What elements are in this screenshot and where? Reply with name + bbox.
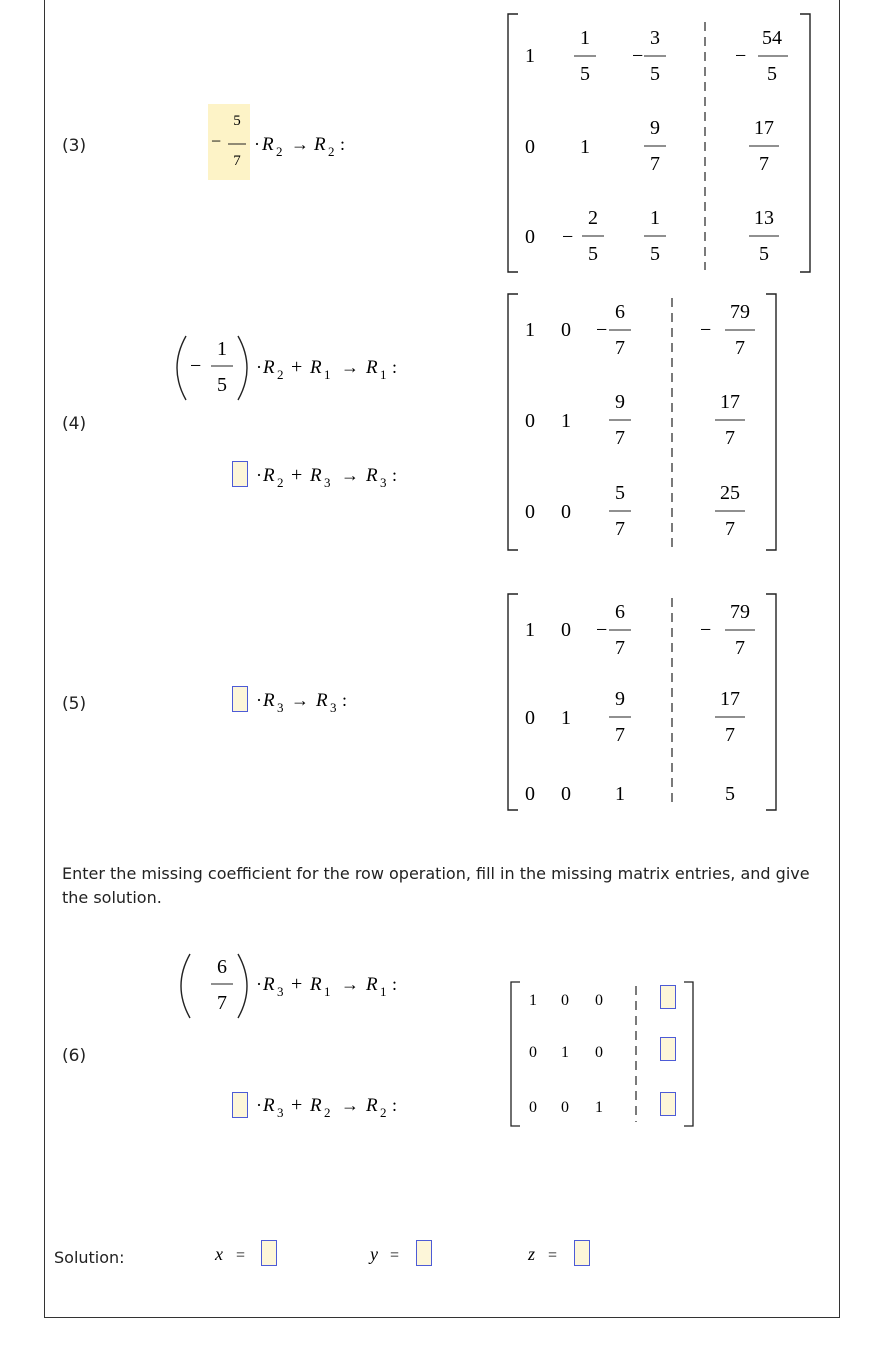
coef-numerator: 5: [233, 113, 241, 129]
entry-den: 7: [725, 724, 735, 746]
entry-den: 5: [580, 63, 590, 85]
entry: 1: [529, 992, 537, 1009]
entry: 1: [561, 410, 571, 432]
subscript: 1: [324, 367, 331, 382]
entry-num: 3: [650, 27, 660, 49]
instructions-text: Enter the missing coefficient for the row operation, fill in the missing matrix entries, and give the solution.: [62, 864, 810, 907]
r-symbol: R: [263, 465, 275, 486]
r-symbol: R: [366, 974, 378, 995]
entry: 0: [525, 783, 535, 805]
subscript: 3: [380, 475, 387, 490]
entry-den: 7: [615, 724, 625, 746]
arrow: →: [291, 690, 309, 710]
entry-den: 7: [725, 427, 735, 449]
entry-den: 5: [767, 63, 777, 85]
step6-matrix-entry-r2-input[interactable]: [660, 1037, 676, 1061]
entry-num: 17: [720, 391, 740, 413]
subscript: 2: [276, 144, 283, 159]
minus-sign: −: [190, 355, 202, 377]
dot: ·: [256, 465, 262, 485]
entry-num: 1: [580, 27, 590, 49]
subscript: 1: [324, 984, 331, 999]
entry: 0: [595, 992, 603, 1009]
subscript: 2: [277, 367, 284, 382]
entry: 1: [525, 45, 535, 67]
entry-num: 25: [720, 482, 740, 504]
entry: 0: [561, 992, 569, 1009]
step5-row-op-coefficient-input[interactable]: [232, 686, 248, 712]
entry-num: 9: [615, 688, 625, 710]
colon: :: [392, 1095, 398, 1115]
entry-num: 79: [730, 301, 750, 323]
entry-den: 7: [615, 427, 625, 449]
entry-den: 7: [735, 637, 745, 659]
solution-z-input[interactable]: [574, 1240, 590, 1266]
r-symbol: R: [316, 690, 328, 711]
dot: ·: [256, 1095, 262, 1115]
colon: :: [342, 690, 348, 710]
entry: 0: [525, 707, 535, 729]
subscript: 3: [277, 1105, 284, 1120]
entry-num: 2: [588, 207, 598, 229]
step-label-4: (4): [62, 414, 87, 434]
entry: 0: [525, 410, 535, 432]
minus-sign: −: [632, 45, 644, 67]
r-symbol: R: [263, 357, 275, 378]
colon: :: [392, 465, 398, 485]
entry-den: 5: [650, 243, 660, 265]
minus-sign: −: [596, 319, 608, 341]
entry-num: 6: [615, 601, 625, 623]
var-z: z: [528, 1244, 536, 1264]
r-symbol: R: [263, 690, 275, 711]
entry: 1: [580, 136, 590, 158]
entry-den: 7: [615, 518, 625, 540]
subscript: 2: [328, 144, 335, 159]
r-symbol: R: [310, 465, 322, 486]
r-symbol: R: [314, 134, 326, 155]
dot: ·: [256, 357, 262, 377]
entry-den: 7: [725, 518, 735, 540]
subscript: 3: [277, 984, 284, 999]
r-symbol: R: [263, 1095, 275, 1116]
entry-num: 1: [650, 207, 660, 229]
step-label-5: (5): [62, 694, 87, 714]
solution-label: Solution:: [54, 1248, 125, 1267]
arrow: →: [341, 974, 359, 994]
subscript: 3: [324, 475, 331, 490]
exercise-panel: [44, 0, 840, 1318]
entry-den: 7: [615, 337, 625, 359]
subscript: 1: [380, 367, 387, 382]
solution-x-input[interactable]: [261, 1240, 277, 1266]
entry-num: 6: [615, 301, 625, 323]
entry: 0: [561, 783, 571, 805]
entry: 0: [595, 1044, 603, 1061]
entry-num: 5: [615, 482, 625, 504]
r-symbol: R: [310, 974, 322, 995]
arrow: →: [291, 134, 309, 154]
step6-row-op-coefficient-input[interactable]: [232, 1092, 248, 1118]
solution-y-input[interactable]: [416, 1240, 432, 1266]
entry-den: 7: [735, 337, 745, 359]
subscript: 2: [380, 1105, 387, 1120]
entry-den: 7: [759, 153, 769, 175]
step-label-3: (3): [62, 136, 87, 156]
r-symbol: R: [263, 974, 275, 995]
step6-matrix-entry-r1-input[interactable]: [660, 985, 676, 1009]
coef-denominator: 5: [217, 374, 227, 396]
entry-num: 9: [615, 391, 625, 413]
dot: ·: [254, 134, 260, 154]
entry-num: 17: [720, 688, 740, 710]
plus: +: [291, 1094, 303, 1116]
subscript: 1: [380, 984, 387, 999]
entry: 0: [561, 501, 571, 523]
equals: =: [390, 1247, 400, 1264]
subscript: 3: [277, 700, 284, 715]
colon: :: [392, 974, 398, 994]
r-symbol: R: [366, 357, 378, 378]
entry: 5: [725, 783, 735, 805]
arrow: →: [341, 1095, 359, 1115]
r-symbol: R: [366, 465, 378, 486]
entry: 1: [561, 1044, 569, 1061]
entry: 1: [525, 319, 535, 341]
entry-num: 79: [730, 601, 750, 623]
subscript: 2: [277, 475, 284, 490]
coef-denominator: 7: [217, 992, 227, 1014]
step4-row-op-coefficient-input[interactable]: [232, 461, 248, 487]
entry-den: 7: [615, 637, 625, 659]
entry: 0: [525, 136, 535, 158]
entry: 0: [561, 1099, 569, 1116]
entry: 1: [525, 619, 535, 641]
entry-den: 5: [588, 243, 598, 265]
minus-sign: −: [700, 319, 712, 341]
subscript: 2: [324, 1105, 331, 1120]
r-symbol: R: [310, 357, 322, 378]
entry-num: 54: [762, 27, 782, 49]
entry: 0: [561, 319, 571, 341]
step6-matrix-entry-r3-input[interactable]: [660, 1092, 676, 1116]
minus-sign: −: [735, 45, 747, 67]
entry-num: 13: [754, 207, 774, 229]
var-y: y: [370, 1244, 378, 1264]
equals: =: [548, 1247, 558, 1264]
entry-den: 5: [759, 243, 769, 265]
arrow: →: [341, 357, 359, 377]
entry: 0: [525, 226, 535, 248]
dot: ·: [256, 690, 262, 710]
plus: +: [291, 464, 303, 486]
entry: 0: [561, 619, 571, 641]
entry: 1: [561, 707, 571, 729]
plus: +: [291, 973, 303, 995]
arrow: →: [341, 465, 359, 485]
dot: ·: [256, 974, 262, 994]
minus-sign: −: [562, 226, 574, 248]
entry-den: 7: [650, 153, 660, 175]
minus-sign: −: [211, 131, 222, 151]
entry-num: 17: [754, 117, 774, 139]
entry: 0: [529, 1044, 537, 1061]
coef-numerator: 1: [217, 338, 227, 360]
entry-num: 9: [650, 117, 660, 139]
step-label-6: (6): [62, 1046, 87, 1066]
var-x: x: [215, 1244, 223, 1264]
r-symbol: R: [262, 134, 274, 155]
entry: 0: [525, 501, 535, 523]
coef-numerator: 6: [217, 956, 227, 978]
colon: :: [392, 357, 398, 377]
r-symbol: R: [366, 1095, 378, 1116]
entry: 1: [615, 783, 625, 805]
coef-denominator: 7: [233, 153, 241, 169]
entry: 1: [595, 1099, 603, 1116]
r-symbol: R: [310, 1095, 322, 1116]
entry: 0: [529, 1099, 537, 1116]
subscript: 3: [330, 700, 337, 715]
entry-den: 5: [650, 63, 660, 85]
equals: =: [236, 1247, 246, 1264]
minus-sign: −: [596, 619, 608, 641]
minus-sign: −: [700, 619, 712, 641]
colon: :: [340, 134, 346, 154]
plus: +: [291, 356, 303, 378]
